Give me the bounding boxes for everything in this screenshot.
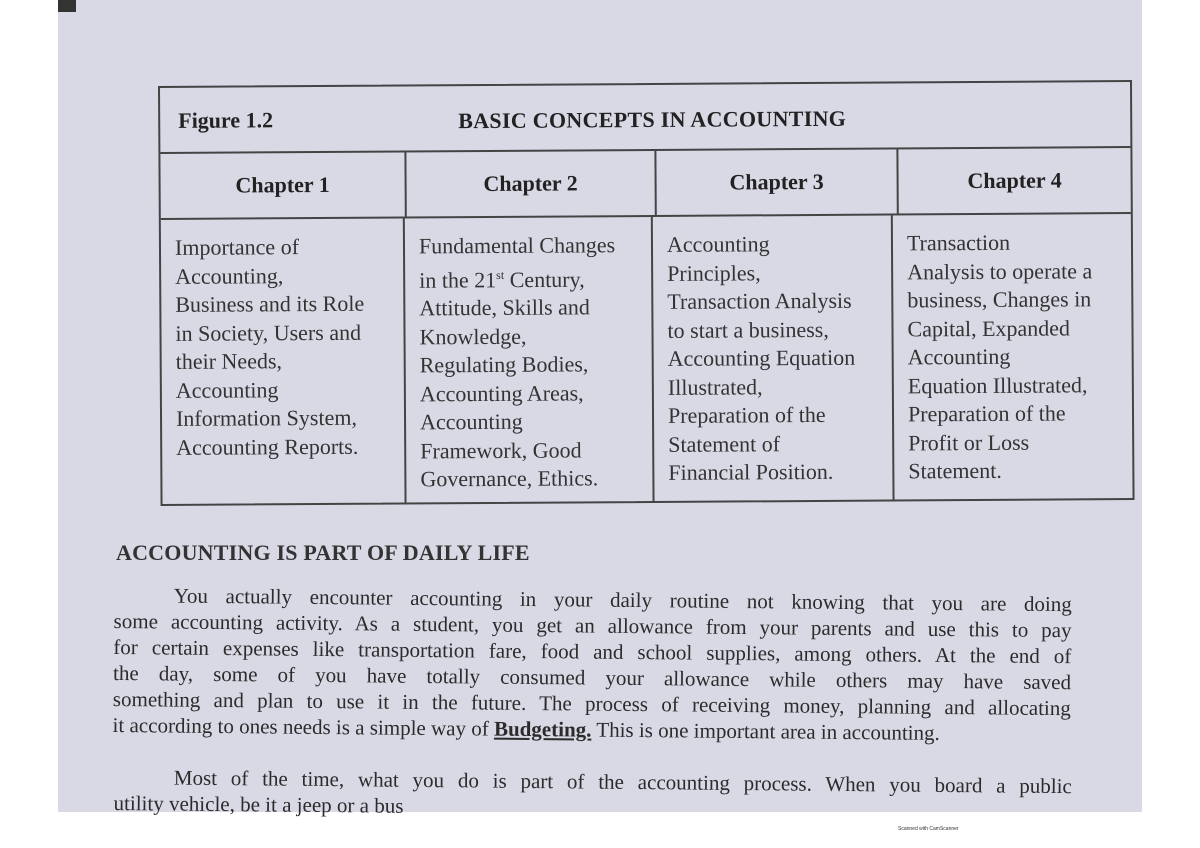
topic-line: Transaction Analysis xyxy=(667,287,852,314)
chapter-1-heading: Chapter 1 xyxy=(160,152,406,218)
topic-line: Business and its Role xyxy=(175,290,365,317)
ordinal-suffix: st xyxy=(496,267,505,282)
topic-line: Accounting Reports. xyxy=(176,433,359,460)
paragraph-line: Most of the time, what you do is part of the accounting process. When you board a public xyxy=(173,765,1072,799)
topic-line: Information System, xyxy=(175,404,357,431)
topic-line: in the 21st Century, xyxy=(419,266,585,293)
paragraph-line: utility vehicle, be it a jeep or a bus xyxy=(113,790,404,818)
topic-line: Knowledge, xyxy=(419,323,527,350)
topic-line: Principles, xyxy=(667,259,761,286)
chapter-4-topics xyxy=(893,214,1133,501)
topic-line: Illustrated, xyxy=(667,373,763,400)
topic-line: Accounting Equation xyxy=(667,344,856,371)
topic-line: Analysis to operate a xyxy=(907,257,1093,284)
paragraph-line: for certain expenses like transportation fare, food and school supplies, among others. At the end of xyxy=(113,634,1072,669)
paragraph-line: something and plan to use it in the future. The process of receiving money, planning and allocating xyxy=(112,686,1071,721)
topic-line: in Society, Users and xyxy=(175,319,362,346)
topic-line: their Needs, xyxy=(175,348,283,374)
topic-line: Governance, Ethics. xyxy=(420,465,599,492)
paragraph-text: it according to ones needs is a simple way of xyxy=(112,712,495,741)
topic-line: Regulating Bodies, xyxy=(419,351,589,378)
chapter-2-topics xyxy=(405,217,655,505)
figure-table xyxy=(158,80,1135,506)
chapter-3-topics xyxy=(653,216,895,503)
paragraph-1 xyxy=(113,582,1072,747)
chapter-header-row xyxy=(160,148,1130,220)
topic-line: Financial Position. xyxy=(668,458,834,485)
figure-header xyxy=(160,82,1130,154)
paragraph-line: some accounting activity. As a student, you get an allowance from your parents and use this to pay xyxy=(113,608,1072,643)
topic-line: Statement of xyxy=(668,430,781,457)
topic-line: Accounting Areas, xyxy=(419,380,584,407)
budgeting-term: Budgeting. xyxy=(493,716,592,742)
chapter-1-topics xyxy=(161,218,407,505)
topic-line: business, Changes in xyxy=(907,286,1092,313)
topic-line: Accounting xyxy=(175,376,279,403)
topic-line: Accounting xyxy=(419,409,523,435)
paragraph-line: the day, some of you have totally consumed your allowance while others may have saved xyxy=(113,660,1072,695)
figure-title: BASIC CONCEPTS IN ACCOUNTING xyxy=(458,105,847,134)
topic-line: Statement. xyxy=(908,457,1002,484)
scan-corner-mark xyxy=(58,0,76,12)
topic-line: Accounting xyxy=(666,231,770,257)
chapter-2-heading: Chapter 2 xyxy=(406,151,656,217)
topic-line: Accounting, xyxy=(175,262,284,289)
topic-line: Accounting xyxy=(907,343,1011,370)
topic-line: to start a business, xyxy=(667,316,829,343)
paragraph-text: This is one important area in accounting. xyxy=(591,717,940,745)
chapter-content-row xyxy=(161,214,1133,506)
scanner-watermark: Scanned with CamScanner xyxy=(898,826,959,832)
topic-line: Transaction xyxy=(906,229,1011,256)
topic-line: Attitude, Skills and xyxy=(419,294,590,321)
topic-line: Framework, Good xyxy=(420,437,582,464)
topic-line: Equation Illustrated, xyxy=(907,371,1088,398)
paragraph-2 xyxy=(114,764,1072,825)
topic-line: Preparation of the xyxy=(667,401,826,428)
figure-label: Figure 1.2 xyxy=(178,107,274,133)
topic-line: Fundamental Changes xyxy=(418,232,616,259)
topic-line: Capital, Expanded xyxy=(907,314,1071,341)
chapter-4-heading: Chapter 4 xyxy=(967,167,1062,194)
topic-line: Profit or Loss xyxy=(908,429,1030,455)
section-heading: ACCOUNTING IS PART OF DAILY LIFE xyxy=(116,540,530,565)
paragraph-line: You actually encounter accounting in your daily routine not knowing that you are doing xyxy=(173,583,1072,617)
topic-line: Preparation of the xyxy=(907,400,1066,427)
topic-line: Importance of xyxy=(174,234,300,260)
chapter-3-heading: Chapter 3 xyxy=(656,149,898,214)
